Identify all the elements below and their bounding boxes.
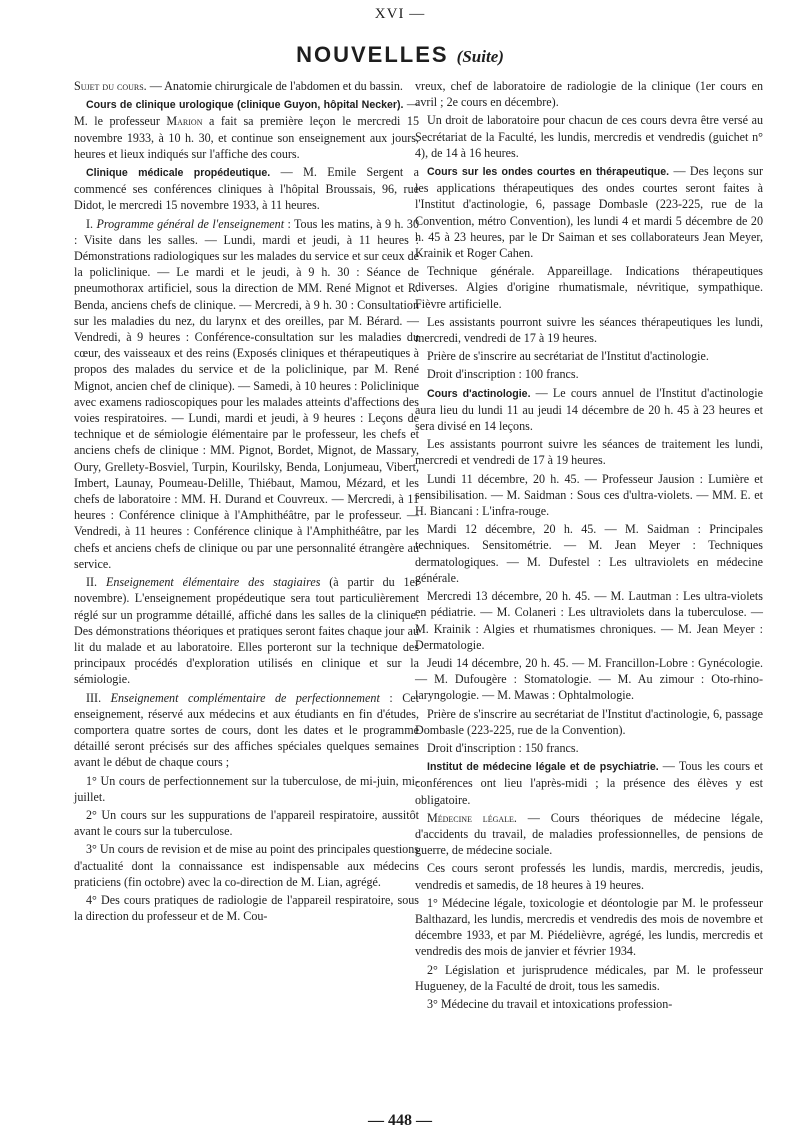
paragraph: Lundi 11 décembre, 20 h. 45. — Professeur Jausion : Lumière et sensibilisation. — M. Saidman : Sous ces d'ultra-violets. — MM. E. et H. Biancani : L'infra-rouge. [415, 471, 763, 519]
paragraph-text: : Tous les matins, à 9 h. 30 : Visite dans les salles. — Lundi, mardi et jeudi, à 11 heures : Démonstrations radiologiques sur les malades du service et sur ceux de la policlinique. — Le mardi et le jeudi, à 9 h. 30 : Séance de pneumothorax artificiel, sous la direction de MM. René Mignot et R. Benda, anciens chefs de clinique. — Mercredi, à 9 h. 30 : Consultation sur les maladies du nez, du larynx et des oreilles, par M. Bérard. — Vendredi, à 9 heures : Conférence-consultation sur les maladies du cœur, des vaisseaux et des reins (Exposés cliniques et thérapeutiques à propos des malades du service et de la policlinique, par M. René Mignot, ancien chef de clinique). — Samedi, à 10 heures : Policlinique avec examens radioscopiques pour les malades atteints d'affections des voies respiratoires. — Lundi, mardi et jeudi, à 9 heures : Leçons de technique et de sémiologie élémentaire par le professeur, les chefs et anciens chefs de clinique : MM. Pignot, Bordet, Mignot, de Massary, Oury, Grellety-Bosviel, Turpin, Kourilsky, Benda, Lonjumeau, Vibert, Imbert, Launay, Poumeau-Delille, Thiébaut, Mamou, Mézard, et les chefs de laboratoire : MM. H. Durand et Couvreux. — Mercredi, à 11 heures : Conférence clinique à l'Amphithéâtre, par le professeur. — Vendredi, à 11 heures : Conférence clinique à l'Amphithéâtre, par les chefs et anciens chefs de clinique ou par une personnalité étrangère au service. [74, 216, 419, 571]
section-title-main: NOUVELLES [296, 42, 449, 67]
right-column [415, 78, 763, 1014]
paragraph [415, 385, 763, 435]
paragraph-text: (à partir du 1er novembre). L'enseignement propédeutique sera tout particulièrement réglé sur un programme détaillé, affiché dans les salles de la clinique. Des démonstrations théoriques et pratiques seront faites chaque jour au lit du malade et au laboratoire. Elles porteront sur la technique des principaux procédés d'exploration utilisés en clinique et sur la sémiologie. [74, 575, 419, 687]
paragraph [74, 574, 419, 687]
paragraph: 3° Médecine du travail et intoxications profession- [427, 996, 673, 1011]
page-header-folio: XVI — [374, 6, 426, 22]
paragraph-number: III. [86, 690, 111, 705]
paragraph-number: I. [86, 216, 97, 231]
paragraph [74, 690, 419, 771]
paragraph-text: a fait sa première leçon le mercredi 15 novembre 1933, à 10 h. 30, et continue son enseignement aux jours, heures et lieux indiqués sur l'affiche des cours. [74, 114, 420, 161]
paragraph: 4° Des cours pratiques de radiologie de l'appareil respiratoire, sous la direction du professeur et de M. Cou- [74, 892, 419, 924]
left-column [74, 78, 419, 926]
paragraph [415, 758, 763, 808]
paragraph: Ces cours seront professés les lundis, mardis, mercredis, jeudis, vendredis et samedis, de 18 heures à 19 heures. [415, 861, 763, 892]
paragraph: 1° Un cours de perfectionnement sur la tuberculose, de mi-juin, mi-juillet. [74, 773, 419, 804]
paragraph: Un droit de laboratoire pour chacun de ces cours devra être versé au Secrétariat de la Faculté, les lundis, mercredis et vendredis (guichet n° 4), de 14 à 16 heures. [415, 113, 763, 160]
paragraph-label: Clinique médicale propédeutique. [86, 167, 271, 180]
paragraph-label: Institut de médecine légale et de psychiatrie. [427, 761, 659, 774]
person-name: Marion [166, 114, 203, 129]
paragraph: Prière de s'inscrire au secrétariat de l'Institut d'actinologie. [427, 349, 709, 364]
paragraph-label: Enseignement élémentaire des stagiaires [105, 575, 321, 590]
paragraph-text: — M. Emile Sergent a commencé ses conférences cliniques à l'hôpital Broussais, 96, rue Didot, le mercredi 15 novembre 1933, à 11 heures. [74, 165, 419, 213]
paragraph: Droit d'inscription : 150 francs. [427, 740, 579, 755]
paragraph-text: — M. le professeur [74, 97, 419, 129]
paragraph: Mardi 12 décembre, 20 h. 45. — M. Saidman : Principales techniques. Sensitométrie. — M. Jean Meyer : Techniques dermatologiques. — M. Dufestel : Les ultraviolets en médecine générale. [415, 522, 763, 585]
section-title-suite: (Suite) [456, 47, 504, 66]
paragraph: 1° Médecine légale, toxicologie et déontologie par M. le professeur Balthazard, les lundis, mercredis et vendredis des mois de novembre et décembre 1933, et par M. Piédelièvre, agrégé, les lundis, mercredis et vendredis des mois de janvier et février 1934. [415, 895, 763, 959]
paragraph [415, 810, 763, 859]
page-number: — 448 — [368, 1112, 432, 1129]
paragraph: Prière de s'inscrire au secrétariat de l'Institut d'actinologie, 6, passage Dombasle (223-225, rue de la Convention). [415, 706, 763, 737]
paragraph: 3° Un cours de revision et de mise au point des principales questions d'actualité dont la connaissance est indispensable aux médecins praticiens (fin octobre) avec la co-direction de M. Lian, agrégé. [74, 842, 419, 889]
paragraph: 2° Législation et jurisprudence médicales, par M. le professeur Hugueney, de la Faculté de droit, tous les samedis. [415, 962, 763, 993]
paragraph: Mercredi 13 décembre, 20 h. 45. — M. Lautman : Les ultra-violets en pédiatrie. — M. Colaneri : Les ultraviolets dans la tuberculose. — M. Krainik : Algies et rhumatismes chroniques. — M. Jean Meyer : Dermatologie. [415, 589, 763, 652]
paragraph [74, 96, 419, 162]
paragraph [74, 216, 419, 572]
paragraph-text: — Anatomie chirurgicale de l'abdomen et du bassin. [146, 79, 403, 93]
paragraph-label: Sujet du cours. [74, 79, 147, 93]
paragraph: vreux, chef de laboratoire de radiologie de la clinique (1er cours en avril ; 2e cours en décembre). [415, 79, 763, 110]
paragraph-label: Programme général de l'enseignement [96, 216, 285, 231]
paragraph-text: — Cours théoriques de médecine légale, d'accidents du travail, de maladies professionnelles, de pensions de guerre, de médecine sociale. [415, 810, 763, 858]
paragraph-number: II. [86, 575, 106, 590]
paragraph-label: Médecine légale. [427, 810, 517, 825]
paragraph: 2° Un cours sur les suppurations de l'appareil respiratoire, aussitôt avant le cours sur la tuberculose. [74, 807, 419, 839]
paragraph-label: Cours sur les ondes courtes en thérapeutique. [427, 166, 670, 179]
paragraph-text: — Le cours annuel de l'Institut d'actinologie aura lieu du lundi 11 au jeudi 14 décembre de 20 h. 45 à 23 heures et sera divisé en 14 leçons. [415, 385, 764, 434]
paragraph: Les assistants pourront suivre les séances thérapeutiques les lundi, mercredi, vendredi de 17 à 19 heures. [415, 314, 763, 346]
paragraph-label: Cours d'actinologie. [427, 387, 531, 400]
paragraph-text: — Tous les cours et conférences ont lieu l'après-midi ; la présence des élèves y est obligatoire. [415, 759, 763, 807]
paragraph: Technique générale. Appareillage. Indications thérapeutiques diverses. Algies d'origine rhumatismale, névritique, sympathique. Fièvre artificielle. [415, 264, 763, 311]
paragraph-label: Cours de clinique urologique (clinique Guyon, hôpital Necker). [86, 99, 404, 112]
paragraph [415, 163, 763, 261]
paragraph-text: — Des leçons sur les applications thérapeutiques des ondes courtes seront faites à l'Institut d'actinologie, 6, passage Dombasle (223-225, rue de la Convention, métro Convention), les lundi 4 et mardi 5 décembre de 20 h. 45 à 23 heures, par le Dr Saiman et ses collaborateurs Jean Meyer, Krainik et Roger Cahen. [415, 164, 764, 261]
section-title [0, 42, 800, 68]
paragraph-text: : Cet enseignement, réservé aux médecins et aux étudiants en fin d'études, comportera quatre sortes de cours, dont les dates et le programme détaillé seront précisés sur des affiches spéciales quelques semaines avant le début de chaque cours ; [74, 690, 419, 770]
paragraph: Droit d'inscription : 100 francs. [427, 367, 579, 382]
paragraph [74, 78, 419, 94]
paragraph: Jeudi 14 décembre, 20 h. 45. — M. Francillon-Lobre : Gynécologie. — M. Dufougère : Stomatologie. — M. Au zimour : Oto-rhino-laryngologie. — M. Mawas : Ophtalmologie. [415, 655, 763, 703]
paragraph-label: Enseignement complémentaire de perfectionnement [110, 690, 380, 705]
paragraph [74, 164, 419, 214]
paragraph: Les assistants pourront suivre les séances de traitement les lundi, mercredi et vendredi de 17 à 19 heures. [415, 437, 763, 468]
